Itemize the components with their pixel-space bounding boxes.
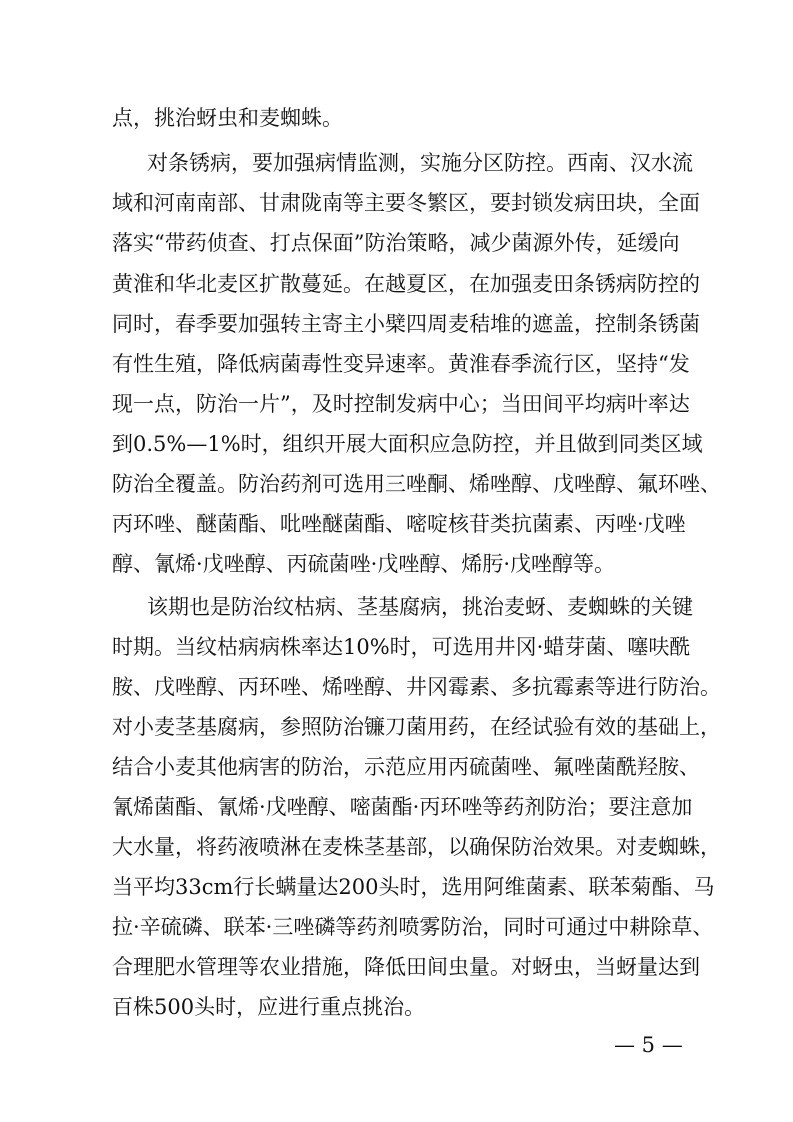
text-line: [0, 989, 793, 1025]
text-line: [0, 426, 793, 462]
line-text: 氰烯菌酯、氰烯·戊唑醇、嘧菌酯·丙环唑等药剂防治；要注意加: [112, 795, 693, 819]
line-text: 现一点，防治一片”，及时控制发病中心；当田间平均病叶率达: [112, 392, 690, 416]
line-text: 点，挑治蚜虫和麦蜘蛛。: [112, 106, 343, 130]
text-line: [0, 100, 793, 136]
line-text: 时期。当纹枯病病株率达10%时，可选用井冈·蜡芽菌、噻呋酰: [112, 635, 691, 659]
line-text: 防治全覆盖。防治药剂可选用三唑酮、烯唑醇、戊唑醇、氟环唑、: [112, 472, 721, 496]
text-line: [0, 789, 793, 825]
line-text: 合理肥水管理等农业措施，降低田间虫量。对蚜虫，当蚜量达到: [112, 955, 700, 979]
line-text: 同时，春季要加强转主寄主小檗四周麦秸堆的遮盖，控制条锈菌: [112, 312, 700, 336]
line-text: 大水量，将药液喷淋在麦株茎基部，以确保防治效果。对麦蜘蛛，: [112, 835, 721, 859]
text-line: [0, 629, 793, 665]
text-line: [0, 546, 793, 582]
text-line: [0, 589, 793, 625]
line-text: 醇、氰烯·戊唑醇、丙硫菌唑·戊唑醇、烯肟·戊唑醇等。: [112, 552, 616, 576]
text-line: [0, 869, 793, 905]
line-text: 域和河南南部、甘肃陇南等主要冬繁区，要封锁发病田块，全面: [112, 191, 700, 215]
line-text: 拉·辛硫磷、联苯·三唑磷等药剂喷雾防治，同时可通过中耕除草、: [112, 915, 714, 939]
page-number: — 5 —: [614, 1033, 683, 1057]
line-text: 百株500头时，应进行重点挑治。: [112, 995, 426, 1019]
text-line: [0, 225, 793, 261]
text-line: [0, 466, 793, 502]
text-line: [0, 306, 793, 342]
line-text: 结合小麦其他病害的防治，示范应用丙硫菌唑、氟唑菌酰羟胺、: [112, 755, 700, 779]
text-line: [0, 346, 793, 382]
line-text: 该期也是防治纹枯病、茎基腐病，挑治麦蚜、麦蜘蛛的关键: [147, 595, 693, 619]
line-text: 丙环唑、醚菌酯、吡唑醚菌酯、嘧啶核苷类抗菌素、丙唑·戊唑: [112, 512, 686, 536]
line-text: 落实“带药侦查、打点保面”防治策略，减少菌源外传，延缓向: [112, 231, 680, 255]
line-text: 有性生殖，降低病菌毒性变异速率。黄淮春季流行区，坚持“发: [112, 352, 690, 376]
text-line: [0, 949, 793, 985]
line-text: 胺、戊唑醇、丙环唑、烯唑醇、井冈霉素、多抗霉素等进行防治。: [112, 675, 721, 699]
text-line: [0, 709, 793, 745]
line-text: 到0.5%—1%时，组织开展大面积应急防控，并且做到同类区域: [112, 432, 703, 456]
line-text: 对条锈病，要加强病情监测，实施分区防控。西南、汉水流: [147, 151, 693, 175]
text-line: [0, 749, 793, 785]
text-line: [0, 185, 793, 221]
text-line: [0, 909, 793, 945]
text-line: [0, 829, 793, 865]
text-line: [0, 386, 793, 422]
line-text: 对小麦茎基腐病，参照防治镰刀菌用药，在经试验有效的基础上，: [112, 715, 721, 739]
text-line: [0, 266, 793, 302]
text-line: [0, 145, 793, 181]
text-line: [0, 506, 793, 542]
text-line: [0, 669, 793, 705]
line-text: 黄淮和华北麦区扩散蔓延。在越夏区，在加强麦田条锈病防控的: [112, 272, 700, 296]
line-text: 当平均33cm行长螨量达200头时，选用阿维菌素、联苯菊酯、马: [112, 875, 715, 899]
